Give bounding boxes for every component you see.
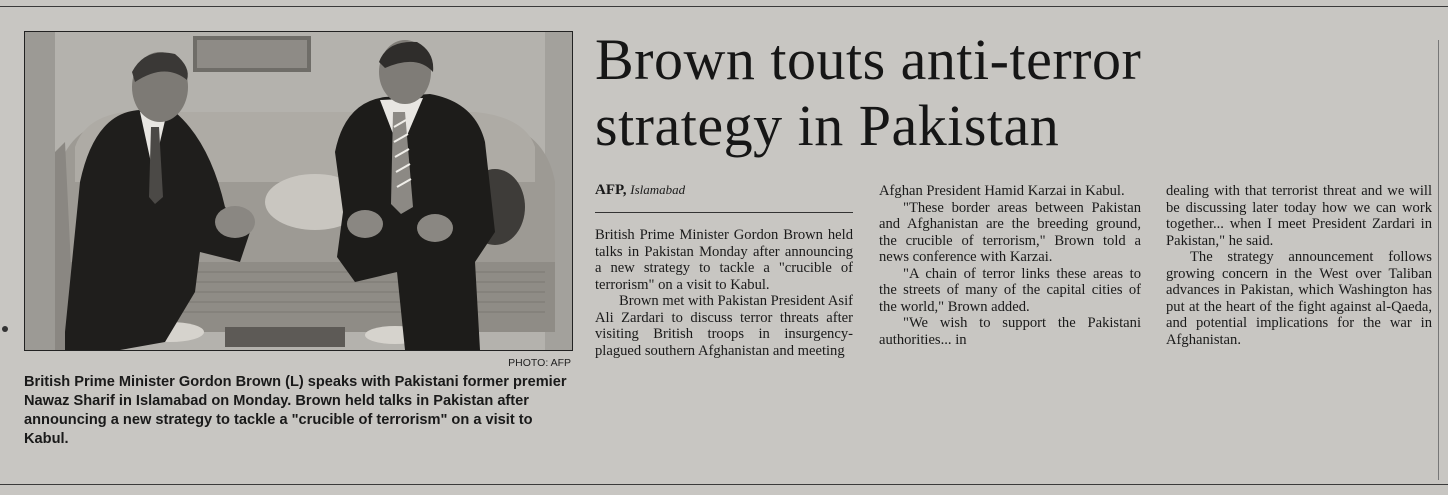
photo-caption: British Prime Minister Gordon Brown (L) speaks with Pakistani former premier Nawaz Sharif in Islamabad on Monday. Brown held talks in Pakistan after announcing a new strategy to tackle a "crucible of terrorism" on a visit to Kabul. (24, 374, 567, 447)
byline-location: Islamabad (630, 182, 686, 197)
article-column-2 (879, 183, 1141, 348)
paragraph: The strategy announcement follows growing concern in the West over Taliban advances in Pakistan, which Washington has put at the heart of the fight against al-Qaeda, and potential implications for the war in Afghanistan. (1166, 249, 1432, 348)
bottom-rule (0, 484, 1448, 485)
byline (595, 182, 685, 199)
paragraph: "We wish to support the Pakistani authorities... in (879, 315, 1141, 348)
article-column-1 (595, 227, 853, 359)
column-separator (1438, 40, 1439, 480)
headline (595, 27, 1435, 159)
paragraph: "These border areas between Pakistan and Afghanistan are the breeding ground, the crucible of terrorism," Brown told a news conference with Karzai. (879, 199, 1141, 265)
article-column-3 (1166, 183, 1432, 348)
headline-line-2: strategy in Pakistan (595, 93, 1060, 158)
top-rule (0, 6, 1448, 7)
photo-illustration (25, 32, 572, 350)
news-photo (24, 31, 573, 351)
margin-mark (2, 326, 8, 332)
headline-line-1: Brown touts anti-terror (595, 27, 1142, 92)
paragraph: Afghan President Hamid Karzai in Kabul. (879, 183, 1125, 199)
paragraph: British Prime Minister Gordon Brown held talks in Pakistan Monday after announcing a new strategy to tackle a "crucible of terrorism" on a visit to Kabul. (595, 227, 853, 293)
byline-rule (595, 212, 853, 213)
paragraph: dealing with that terrorist threat and we will be discussing later today how we can work together... when I meet President Zardari in Pakistan," he said. (1166, 183, 1432, 249)
photo-credit: PHOTO: AFP (508, 357, 571, 369)
paragraph: "A chain of terror links these areas to the streets of many of the capital cities of the world," Brown added. (879, 265, 1141, 315)
paragraph: Brown met with Pakistan President Asif Ali Zardari to discuss terror threats after visiting British troops in insurgency-plagued southern Afghanistan and meeting (595, 293, 853, 359)
byline-agency: AFP, (595, 182, 627, 198)
